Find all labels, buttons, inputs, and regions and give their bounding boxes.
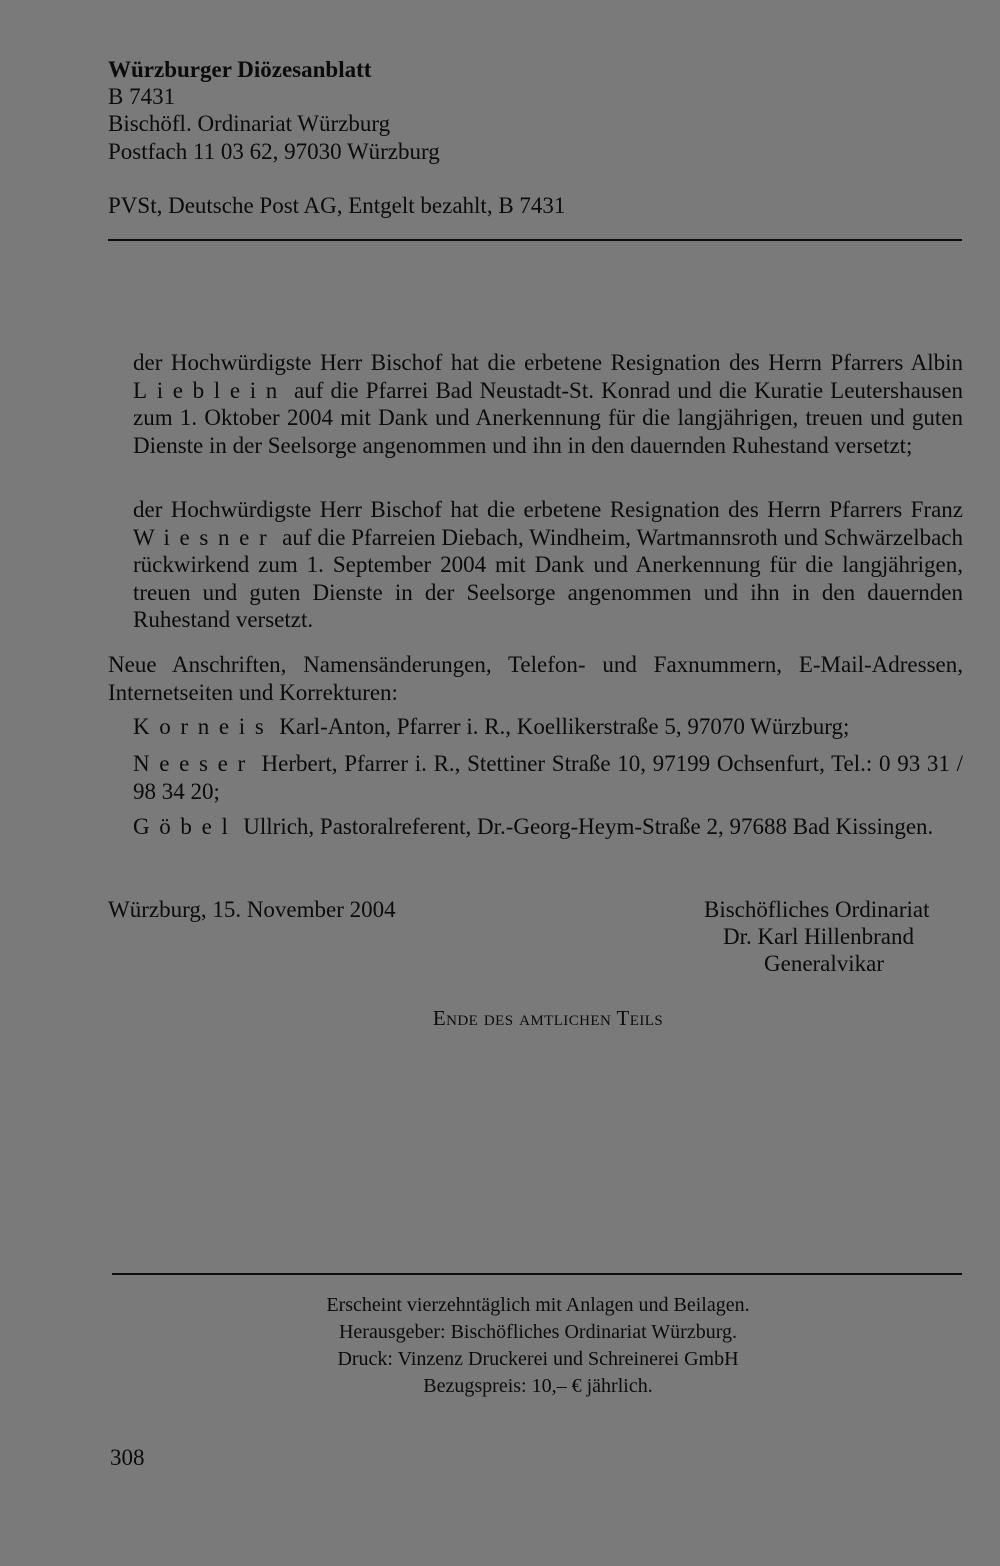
end-of-official-part: Ende des amtlichen Teils — [432, 1006, 664, 1030]
signature-role: Generalvikar — [764, 951, 885, 976]
signature-signer: Dr. Karl Hillenbrand — [723, 924, 914, 949]
masthead-address: Postfach 11 03 62, 97030 Würzburg — [108, 139, 440, 164]
footer-line-2: Herausgeber: Bischöfliches Ordinariat Würzburg. — [338, 1321, 738, 1343]
change-entry-3-name: Göbel — [133, 814, 238, 839]
change-entry-2-name: Neeser — [133, 751, 255, 776]
masthead-publisher: Bischöfl. Ordinariat Würzburg — [108, 111, 391, 136]
change-entry-1-details: Karl-Anton, Pfarrer i. R., Koellikerstraße 5, 97070 Würzburg; — [279, 714, 850, 739]
changes-heading: Neue Anschriften, Namensänderungen, Telefon- und Faxnummern, E-Mail-Adressen, Internetseiten und Korrekturen: — [108, 652, 963, 705]
resignation-2-rest: auf die Pfarreien Diebach, Windheim, Wartmannsroth und Schwärzelbach rückwirkend zum 1. September 2004 mit Dank und Anerkennung für die langjährigen, treuen und guten Dienste in der Seelsorge angenommen und ihn in den dauernden Ruhestand versetzt. — [133, 524, 964, 632]
signature-office: Bischöfliches Ordinariat — [704, 897, 930, 922]
resignation-1-rest: auf die Pfarrei Bad Neustadt-St. Konrad und die Kuratie Leutershausen zum 1. Oktober 2004 mit Dank und Anerkennung für die langjährigen, treuen und guten Dienste in der Seelsorge angenommen und ihn in den dauernden Ruhestand versetzt; — [133, 377, 963, 458]
footer-line-3: Druck: Vinzenz Druckerei und Schreinerei GmbH — [337, 1348, 739, 1370]
change-entry-3-details: Ullrich, Pastoralreferent, Dr.-Georg-Heym-Straße 2, 97688 Bad Kissingen. — [243, 814, 934, 839]
footer-line-4: Bezugspreis: 10,– € jährlich. — [423, 1375, 653, 1397]
masthead-number: B 7431 — [108, 84, 176, 109]
top-divider — [108, 239, 962, 241]
resignation-2-name: Wiesner — [133, 524, 277, 550]
masthead-postage: PVSt, Deutsche Post AG, Entgelt bezahlt, B 7431 — [108, 193, 566, 218]
place-date: Würzburg, 15. November 2004 — [108, 897, 396, 922]
change-entry-1 — [133, 713, 963, 741]
resignation-paragraph-2 — [133, 496, 963, 634]
footer-divider — [112, 1273, 962, 1275]
page-number: 308 — [110, 1445, 145, 1470]
change-entry-2-details: Herbert, Pfarrer i. R., Stettiner Straße 10, 97199 Ochsenfurt, Tel.: 0 93 31 / 98 34 20; — [133, 751, 963, 804]
change-entry-3 — [133, 813, 963, 841]
resignation-1-name: Lieblein — [133, 377, 287, 403]
resignation-1-intro: der Hochwürdigste Herr Bischof hat die erbetene Resignation des Herrn Pfarrers Albin — [133, 350, 963, 375]
resignation-paragraph-1 — [133, 349, 963, 459]
footer-line-1: Erscheint vierzehntäglich mit Anlagen und Beilagen. — [326, 1294, 750, 1316]
change-entry-2 — [133, 750, 963, 806]
resignation-2-intro: der Hochwürdigste Herr Bischof hat die erbetene Resignation des Herrn Pfarrers Franz — [133, 497, 963, 522]
change-entry-1-name: Korneis — [133, 714, 274, 739]
masthead-title: Würzburger Diözesanblatt — [108, 57, 372, 82]
